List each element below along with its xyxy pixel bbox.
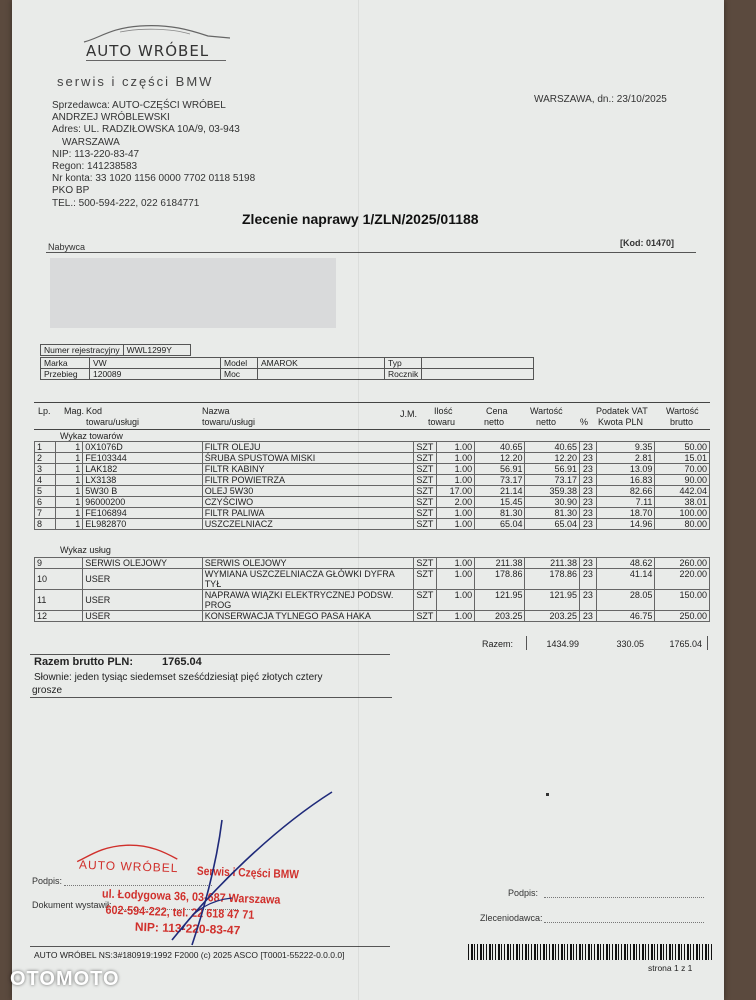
col-qty: Ilość (434, 406, 453, 416)
col-mag: Mag. (64, 406, 85, 416)
cell-name: NAPRAWA WIĄZKI ELEKTRYCZNEJ PODSW. PROG (202, 590, 414, 611)
cell-name: FILTR OLEJU (202, 442, 414, 453)
cell-gross: 220.00 (655, 569, 710, 590)
cell-mag: 1 (55, 508, 82, 519)
type-label: Typ (385, 358, 422, 369)
cell-lp: 11 (35, 590, 83, 611)
cell-vat-amount: 2.81 (596, 453, 655, 464)
cell-gross: 70.00 (655, 464, 710, 475)
cell-vat: 23 (579, 453, 596, 464)
cell-price: 121.95 (475, 590, 525, 611)
signature-label-right: Podpis: (508, 888, 539, 898)
cell-name: USZCZELNIACZ (202, 519, 414, 530)
watermark: OTOMOTO (10, 968, 120, 990)
cell-unit: SZT (414, 475, 437, 486)
cell-code: SERWIS OLEJOWY (83, 558, 202, 569)
col-price-sub: netto (484, 417, 505, 427)
service-row (35, 558, 710, 569)
cell-vat: 23 (579, 464, 596, 475)
cell-name: SERWIS OLEJOWY (202, 558, 414, 569)
document-page (12, 0, 724, 1000)
cell-price: 203.25 (475, 611, 525, 622)
col-net-sub: netto (536, 417, 557, 427)
cell-qty: 1.00 (437, 569, 475, 590)
goods-row (35, 486, 710, 497)
cell-name: FILTR KABINY (202, 464, 414, 475)
cell-net: 178.86 (525, 569, 580, 590)
cell-net: 211.38 (525, 558, 580, 569)
total-net: 1434.99 (546, 639, 579, 649)
cell-vat: 23 (579, 590, 596, 611)
cell-vat-amount: 9.35 (596, 442, 655, 453)
make-label: Marka (41, 358, 90, 369)
cell-name: CZYŚCIWO (202, 497, 414, 508)
cell-qty: 1.00 (437, 508, 475, 519)
cell-gross: 150.00 (655, 590, 710, 611)
cell-name: ŚRUBA SPUSTOWA MISKI (202, 453, 414, 464)
cell-code: 0X1076D (83, 442, 202, 453)
goods-row (35, 464, 710, 475)
cell-lp: 1 (35, 442, 56, 453)
vehicle-details-table (40, 357, 534, 380)
cell-price: 12.20 (475, 453, 525, 464)
cell-name: WYMIANA USZCZELNIACZA GŁÓWKI DYFRA TYŁ (202, 569, 414, 590)
cell-code: LX3138 (83, 475, 202, 486)
issued-by-label: Dokument wystawił: (32, 900, 112, 910)
words-divider (30, 697, 392, 698)
cell-unit: SZT (414, 442, 437, 453)
cell-net: 56.91 (525, 464, 580, 475)
cell-lp: 8 (35, 519, 56, 530)
stamp-line-4: NIP: 113-220-83-47 (134, 919, 241, 938)
cell-mag: 1 (55, 519, 82, 530)
model-value: AMAROK (258, 358, 385, 369)
cell-code: 5W30 B (83, 486, 202, 497)
cell-vat: 23 (579, 611, 596, 622)
client-label: Zleceniodawca: (480, 913, 543, 923)
car-logo-icon (80, 22, 240, 44)
col-vat: Podatek VAT (596, 406, 648, 416)
cell-code: USER (83, 590, 202, 611)
total-gross: 1765.04 (669, 639, 702, 649)
cell-gross: 90.00 (655, 475, 710, 486)
paper-mark (546, 793, 549, 796)
cell-price: 56.91 (475, 464, 525, 475)
cell-unit: SZT (414, 486, 437, 497)
document-title: Zlecenie naprawy 1/ZLN/2025/01188 (242, 211, 479, 227)
col-unit: J.M. (400, 409, 417, 419)
col-vat-amount: Kwota PLN (598, 417, 644, 427)
cell-qty: 1.00 (437, 442, 475, 453)
footer-system-info: AUTO WRÓBEL NS:3#180919:1992 F2000 (c) 2025 ASCO [T0001-55222-0.0.0.0] (34, 950, 345, 960)
amount-in-words: Słownie: jeden tysiąc siedemset sześćdziesiąt pięć złotych cztery (34, 672, 323, 683)
cell-gross: 442.04 (655, 486, 710, 497)
amount-in-words-cont: grosze (32, 685, 63, 696)
barcode (468, 944, 712, 960)
company-tagline: serwis i części BMW (57, 74, 214, 89)
mileage-label: Przebieg (41, 369, 90, 380)
cell-mag: 1 (55, 464, 82, 475)
cell-price: 211.38 (475, 558, 525, 569)
vehicle-info-table (40, 344, 191, 356)
cell-net: 359.38 (525, 486, 580, 497)
cell-vat: 23 (579, 569, 596, 590)
gross-label: Razem brutto PLN: (34, 656, 133, 668)
cell-unit: SZT (414, 519, 437, 530)
cell-code: FE103344 (83, 453, 202, 464)
cell-price: 178.86 (475, 569, 525, 590)
cell-qty: 1.00 (437, 519, 475, 530)
cell-code: USER (83, 611, 202, 622)
cell-unit: SZT (414, 611, 437, 622)
goods-row (35, 519, 710, 530)
cell-name: FILTR POWIETRZA (202, 475, 414, 486)
reg-value: WWL1299Y (123, 345, 190, 356)
col-gross: Wartość (666, 406, 699, 416)
totals-label: Razem: (482, 639, 514, 649)
col-net: Wartość (530, 406, 563, 416)
cell-gross: 80.00 (655, 519, 710, 530)
cell-price: 21.14 (475, 486, 525, 497)
cell-unit: SZT (414, 453, 437, 464)
cell-lp: 10 (35, 569, 83, 590)
cell-gross: 50.00 (655, 442, 710, 453)
cell-vat-amount: 46.75 (596, 611, 655, 622)
cell-lp: 2 (35, 453, 56, 464)
cell-net: 40.65 (525, 442, 580, 453)
col-price: Cena (486, 406, 508, 416)
cell-mag: 1 (55, 453, 82, 464)
cell-name: OLEJ 5W30 (202, 486, 414, 497)
cell-code: EL982870 (83, 519, 202, 530)
cell-price: 73.17 (475, 475, 525, 486)
col-name: Nazwa (202, 406, 230, 416)
goods-row (35, 442, 710, 453)
gross-divider (30, 654, 390, 655)
cell-qty: 1.00 (437, 558, 475, 569)
signature-line-right (544, 897, 704, 898)
cell-price: 81.30 (475, 508, 525, 519)
goods-section-label: Wykaz towarów (60, 431, 123, 441)
col-lp: Lp. (38, 406, 51, 416)
goods-row (35, 497, 710, 508)
cell-vat-amount: 48.62 (596, 558, 655, 569)
cell-code: FE106894 (83, 508, 202, 519)
cell-mag: 1 (55, 486, 82, 497)
cell-net: 30.90 (525, 497, 580, 508)
year-value (422, 369, 534, 380)
cell-vat-amount: 16.83 (596, 475, 655, 486)
cell-gross: 260.00 (655, 558, 710, 569)
cell-net: 65.04 (525, 519, 580, 530)
col-code-sub: towaru/usługi (86, 417, 140, 427)
cell-vat: 23 (579, 508, 596, 519)
company-logo-text: AUTO WRÓBEL (86, 42, 210, 60)
stamp-logo: AUTO WRÓBEL (78, 857, 179, 876)
cell-mag: 1 (55, 475, 82, 486)
handwritten-signature (162, 780, 342, 950)
services-section-label: Wykaz usług (60, 545, 111, 555)
page-number: strona 1 z 1 (648, 963, 693, 973)
cell-price: 40.65 (475, 442, 525, 453)
cell-qty: 1.00 (437, 464, 475, 475)
year-label: Rocznik (385, 369, 422, 380)
cell-price: 65.04 (475, 519, 525, 530)
cell-code: USER (83, 569, 202, 590)
cell-qty: 1.00 (437, 590, 475, 611)
seller-line: ANDRZEJ WRÓBLEWSKI (52, 112, 170, 124)
col-gross-sub: brutto (670, 417, 694, 427)
cell-gross: 100.00 (655, 508, 710, 519)
col-qty-sub: towaru (428, 417, 456, 427)
cell-vat: 23 (579, 497, 596, 508)
goods-row (35, 453, 710, 464)
cell-lp: 12 (35, 611, 83, 622)
cell-net: 121.95 (525, 590, 580, 611)
goods-row (35, 508, 710, 519)
buyer-label: Nabywca (48, 242, 86, 252)
stamp-line-3: 602-594-222, tel. 22 618 47 71 (105, 902, 255, 922)
seller-info (52, 100, 255, 210)
service-row (35, 611, 710, 622)
cell-gross: 15.01 (655, 453, 710, 464)
cell-vat: 23 (579, 519, 596, 530)
cell-gross: 38.01 (655, 497, 710, 508)
cell-vat-amount: 13.09 (596, 464, 655, 475)
client-line (544, 922, 704, 923)
cell-qty: 1.00 (437, 611, 475, 622)
cell-vat-amount: 82.66 (596, 486, 655, 497)
cell-name: KONSERWACJA TYLNEGO PASA HAKA (202, 611, 414, 622)
service-row (35, 590, 710, 611)
seller-line: NIP: 113-220-83-47 (52, 148, 140, 160)
seller-line: WARSZAWA (62, 136, 120, 148)
col-code: Kod (86, 406, 103, 416)
stamp-line-2: ul. Łodygowa 36, 03-687 Warszawa (101, 886, 281, 907)
cell-vat: 23 (579, 475, 596, 486)
cell-code: LAK182 (83, 464, 202, 475)
seller-line: Sprzedawca: AUTO-CZĘŚCI WRÓBEL (52, 100, 226, 111)
type-value (422, 358, 534, 369)
footer-divider (30, 946, 390, 947)
cell-vat-amount: 7.11 (596, 497, 655, 508)
reg-label: Numer rejestracyjny (41, 345, 124, 356)
signature-label-left: Podpis: (32, 876, 63, 886)
cell-lp: 6 (35, 497, 56, 508)
cell-name: FILTR PALIWA (202, 508, 414, 519)
cell-net: 203.25 (525, 611, 580, 622)
seller-line: Nr konta: 33 1020 1156 0000 7702 0118 5198 (52, 173, 256, 185)
seller-line: Regon: 141238583 (52, 161, 138, 173)
cell-unit: SZT (414, 590, 437, 611)
items-table-header (34, 402, 710, 430)
power-value (258, 369, 385, 380)
cell-lp: 4 (35, 475, 56, 486)
cell-qty: 1.00 (437, 453, 475, 464)
cell-code: 96000200 (83, 497, 202, 508)
cell-vat-amount: 18.70 (596, 508, 655, 519)
cell-unit: SZT (414, 569, 437, 590)
seller-line: TEL.: 500-594-222, 022 6184771 (52, 197, 200, 209)
logo-divider (86, 60, 226, 61)
cell-vat-amount: 41.14 (596, 569, 655, 590)
cell-vat-amount: 28.05 (596, 590, 655, 611)
cell-qty: 1.00 (437, 475, 475, 486)
goods-row (35, 475, 710, 486)
cell-gross: 250.00 (655, 611, 710, 622)
power-label: Moc (221, 369, 258, 380)
cell-net: 73.17 (525, 475, 580, 486)
cell-qty: 2.00 (437, 497, 475, 508)
cell-lp: 9 (35, 558, 83, 569)
cell-unit: SZT (414, 497, 437, 508)
cell-lp: 5 (35, 486, 56, 497)
services-table (34, 557, 710, 622)
cell-unit: SZT (414, 464, 437, 475)
cell-lp: 7 (35, 508, 56, 519)
seller-line: Adres: UL. RADZIŁOWSKA 10A/9, 03-943 (52, 124, 240, 136)
cell-price: 15.45 (475, 497, 525, 508)
service-row (35, 569, 710, 590)
cell-lp: 3 (35, 464, 56, 475)
mileage-value: 120089 (90, 369, 221, 380)
redacted-buyer-block (50, 258, 336, 328)
cell-qty: 17.00 (437, 486, 475, 497)
model-label: Model (221, 358, 258, 369)
cell-vat: 23 (579, 558, 596, 569)
cell-mag: 1 (55, 497, 82, 508)
col-name-sub: towaru/usługi (202, 417, 256, 427)
cell-net: 81.30 (525, 508, 580, 519)
cell-vat: 23 (579, 442, 596, 453)
buyer-code: [Kod: 01470] (620, 238, 675, 248)
cell-unit: SZT (414, 558, 437, 569)
col-vat-pct: % (580, 417, 589, 427)
cell-net: 12.20 (525, 453, 580, 464)
cell-mag: 1 (55, 442, 82, 453)
gross-value: 1765.04 (162, 656, 202, 668)
goods-table (34, 441, 710, 530)
seller-line: PKO BP (52, 185, 90, 197)
cell-vat: 23 (579, 486, 596, 497)
stamp-line-1: Serwis i Części BMW (196, 863, 300, 882)
place-date: WARSZAWA, dn.: 23/10/2025 (534, 94, 667, 105)
buyer-divider (46, 252, 696, 253)
cell-unit: SZT (414, 508, 437, 519)
total-vat: 330.05 (616, 639, 644, 649)
cell-vat-amount: 14.96 (596, 519, 655, 530)
make-value: VW (90, 358, 221, 369)
